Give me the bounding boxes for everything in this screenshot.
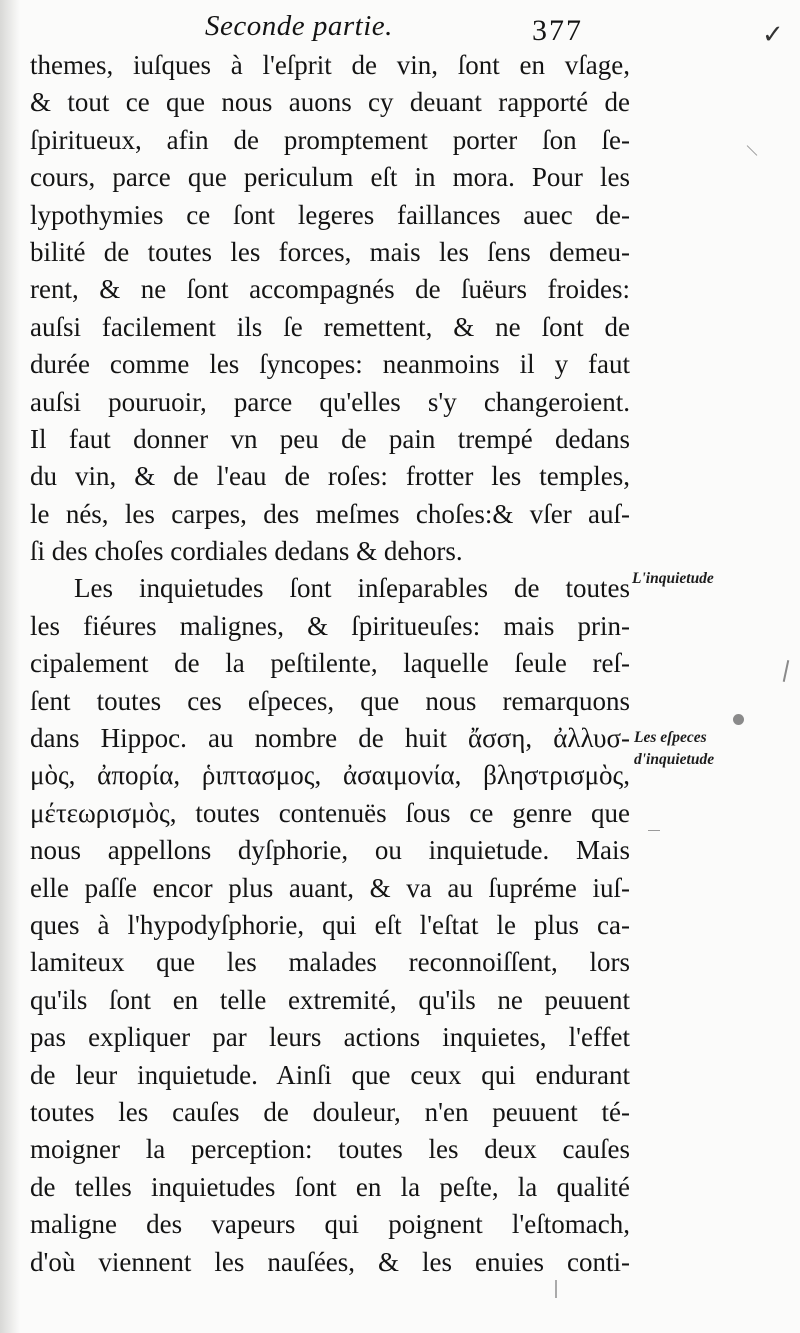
text-line: ſi des choſes cordiales dedans & dehors.: [30, 536, 463, 567]
ink-spot: [733, 714, 744, 725]
stray-mark: [648, 830, 660, 831]
stray-mark: [555, 1280, 557, 1298]
text-line: pas expliquer par leurs actions inquietes, l'effet: [30, 1022, 630, 1053]
text-line: ſpiritueux, afin de promptement porter ſon ſe-: [30, 124, 630, 155]
running-head: Seconde partie.: [205, 10, 393, 42]
text-line: bilité de toutes les forces, mais les ſens demeu-: [30, 236, 630, 267]
check-mark-icon: ✓: [762, 20, 784, 49]
text-line: nous appellons dyſphorie, ou inquietude. Mais: [30, 835, 630, 866]
margin-note-especes: [634, 727, 714, 771]
paragraph-start-line: Les inquietudes ſont inſeparables de toutes: [74, 573, 630, 604]
text-line: auſsi facilement ils ſe remettent, & ne ſont de: [30, 311, 630, 342]
text-line: durée comme les ſyncopes: neanmoins il y faut: [30, 349, 630, 380]
margin-note-line: d'inquietude: [634, 751, 715, 768]
text-line: dans Hippoc. au nombre de huit ἄσση, ἀλλυσ-: [30, 723, 630, 754]
greek-text-line: μὸς, ἀπορία, ῥιπτασμος, ἀσαιμονία, βληστρισμὸς,: [30, 760, 630, 791]
text-line: qu'ils ſont en telle extremité, qu'ils ne peuuent: [30, 984, 630, 1015]
text-line: le nés, les carpes, des meſmes choſes:& vſer auſ-: [30, 498, 630, 529]
text-line: elle paſſe encor plus auant, & va au ſupréme iuſ-: [30, 872, 630, 903]
margin-note-line: Les eſpeces: [634, 729, 707, 746]
text-line: du vin, & de l'eau de roſes: frotter les temples,: [30, 461, 630, 492]
text-line: μέτεωρισμὸς, toutes contenuës ſous ce genre que: [30, 797, 630, 828]
stray-mark: [747, 145, 758, 156]
gutter-shadow: [0, 0, 20, 1333]
text-line: les fiéures malignes, & ſpiritueuſes: mais prin-: [30, 610, 630, 641]
text-line: de telles inquietudes ſont en la peſte, la qualité: [30, 1171, 630, 1202]
text-line: toutes les cauſes de douleur, n'en peuuent té-: [30, 1096, 630, 1127]
text-line: cours, parce que periculum eſt in mora. Pour les: [30, 162, 630, 193]
text-line: ques à l'hypodyſphorie, qui eſt l'eſtat le plus ca-: [30, 909, 630, 940]
margin-note-inquietude: L'inquietude: [632, 570, 714, 587]
text-line: ſent toutes ces eſpeces, que nous remarquons: [30, 685, 630, 716]
text-line: moigner la perception: toutes les deux cauſes: [30, 1134, 630, 1165]
text-line: & tout ce que nous auons cy deuant rapporté de: [30, 87, 630, 118]
text-line: lypothymies ce ſont legeres faillances auec de-: [30, 199, 630, 230]
text-line: rent, & ne ſont accompagnés de ſuëurs froides:: [30, 274, 630, 305]
text-line: de leur inquietude. Ainſi que ceux qui endurant: [30, 1059, 630, 1090]
text-line: lamiteux que les malades reconnoiſſent, lors: [30, 947, 630, 978]
page-number: 377: [532, 14, 583, 47]
text-line: themes, iuſques à l'eſprit de vin, ſont en vſage,: [30, 50, 630, 80]
text-line: Il faut donner vn peu de pain trempé dedans: [30, 423, 630, 454]
text-line: d'où viennent les nauſées, & les enuies conti-: [30, 1246, 630, 1277]
page-header: [0, 6, 800, 50]
body-text: [30, 47, 630, 1281]
stray-mark: [783, 660, 790, 682]
text-line: auſsi pouruoir, parce qu'elles s'y changeroient.: [30, 386, 630, 417]
text-line: maligne des vapeurs qui poignent l'eſtomach,: [30, 1209, 630, 1240]
text-line: cipalement de la peſtilente, laquelle ſeule reſ-: [30, 648, 630, 679]
